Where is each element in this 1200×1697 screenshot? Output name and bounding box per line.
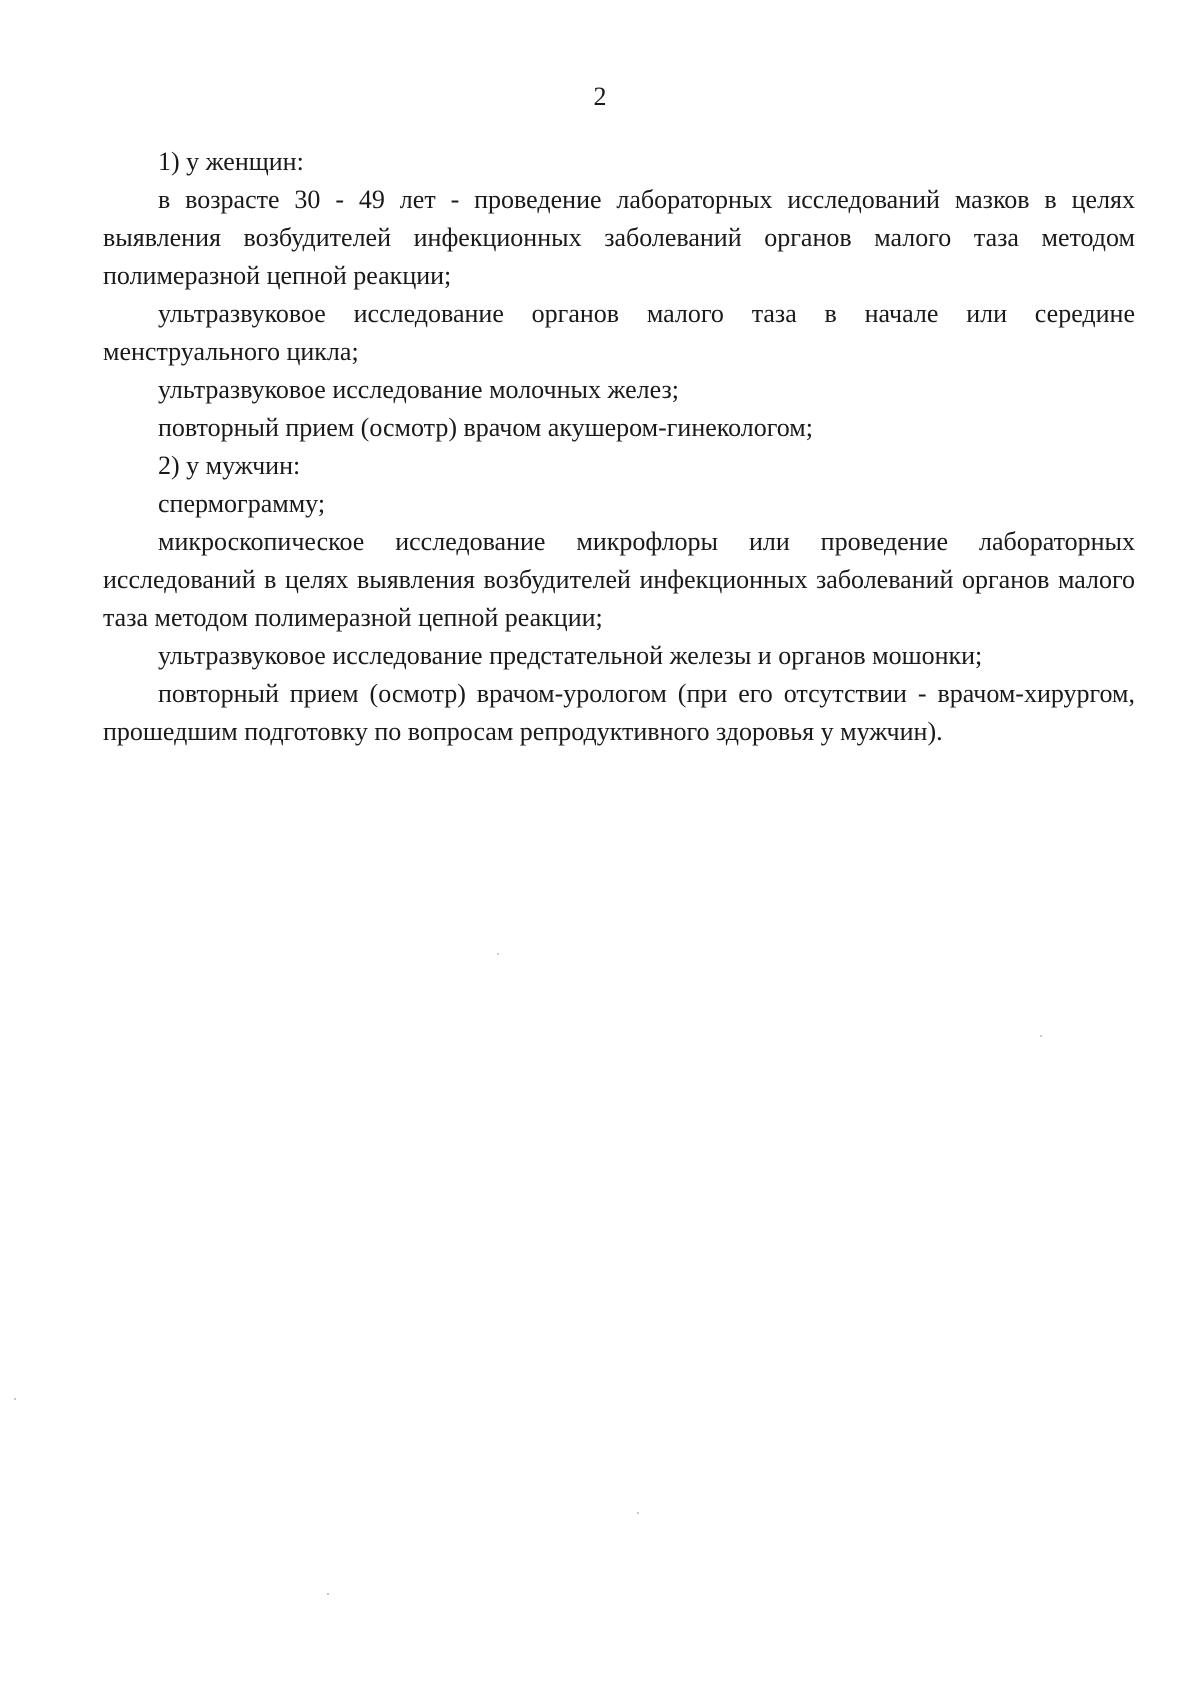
scan-speck <box>497 953 499 955</box>
scan-speck <box>327 1593 329 1595</box>
paragraph-women-gynecologist-visit: повторный прием (осмотр) врачом акушером-гинекологом; <box>158 413 813 442</box>
paragraph-women-pelvic-ultrasound: ультразвуковое исследование органов малого таза в начале или середине менструального цикла; <box>103 299 1135 366</box>
paragraph-men-heading: 2) у мужчин: <box>158 451 301 480</box>
page-number: 2 <box>593 82 607 111</box>
paragraph-men-urologist-visit: повторный прием (осмотр) врачом-урологом (при его отсутствии - врачом-хирургом, прошедшим подготовку по вопросам репродуктивного здоровья у мужчин). <box>103 679 1135 746</box>
paragraph-women-heading: 1) у женщин: <box>158 147 304 176</box>
scan-speck <box>1040 1035 1042 1037</box>
paragraph-women-pcr-test: в возрасте 30 - 49 лет - проведение лабораторных исследований мазков в целях выявления возбудителей инфекционных заболеваний органов малого таза методом полимеразной цепной реакции; <box>103 185 1135 290</box>
paragraph-men-microflora-test: микроскопическое исследование микрофлоры или проведение лабораторных исследований в целях выявления возбудителей инфекционных заболеваний органов малого таза методом полимеразной цепной реакции; <box>103 527 1135 632</box>
paragraph-men-prostate-ultrasound: ультразвуковое исследование предстательной железы и органов мошонки; <box>158 641 983 670</box>
paragraph-men-spermogram: спермограмму; <box>158 489 326 518</box>
scan-speck <box>14 1398 16 1400</box>
scan-speck <box>637 1512 639 1514</box>
document-body <box>103 143 1135 751</box>
paragraph-women-breast-ultrasound: ультразвуковое исследование молочных желез; <box>158 375 679 404</box>
